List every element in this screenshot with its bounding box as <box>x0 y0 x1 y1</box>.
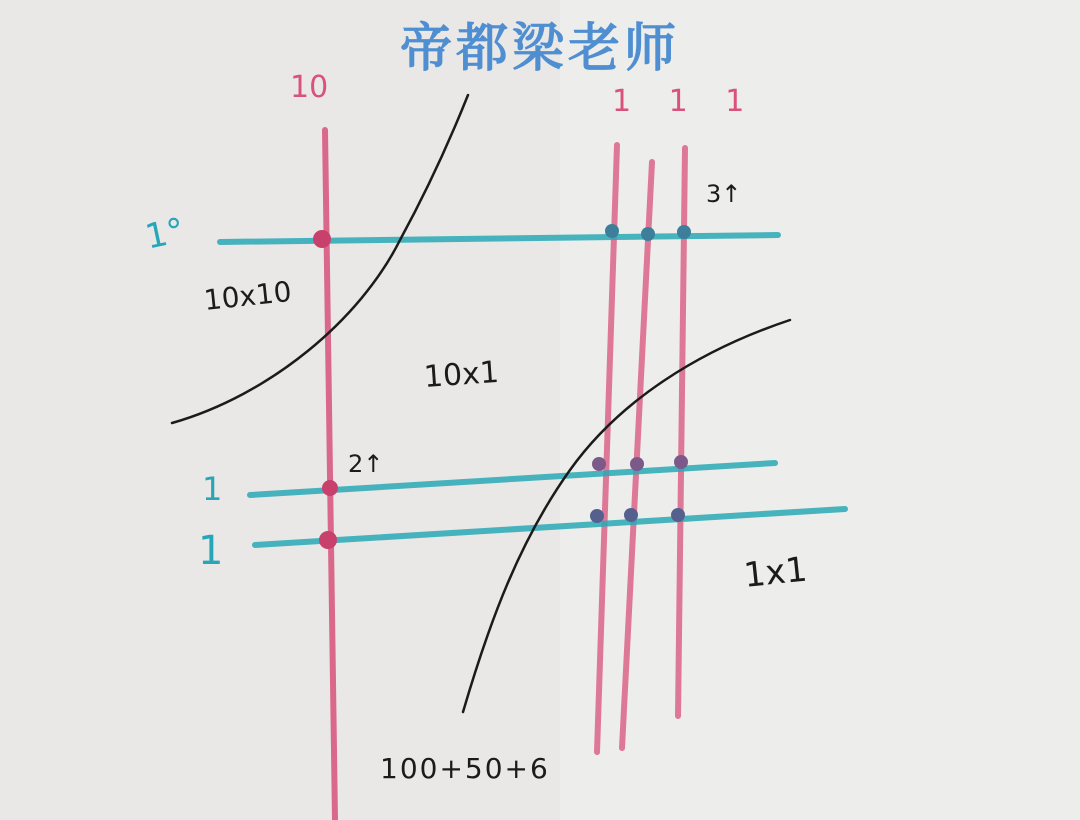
dot <box>313 230 331 248</box>
dot <box>605 224 619 238</box>
dot <box>671 508 685 522</box>
label-teal-one-b: 1 <box>198 528 224 574</box>
label-teal-one-a: 1 <box>202 470 223 508</box>
label-teal-ten: 1° <box>141 210 188 258</box>
dot <box>322 480 338 496</box>
dot <box>319 531 337 549</box>
dot <box>590 509 604 523</box>
label-sum: 100+50+6 <box>380 752 550 785</box>
dot <box>674 455 688 469</box>
dot <box>592 457 606 471</box>
label-count-two: 2↑ <box>348 450 384 478</box>
label-count-three: 3↑ <box>706 180 742 208</box>
label-ones-right: 1 1 1 <box>612 84 759 119</box>
dot <box>630 457 644 471</box>
dot <box>677 225 691 239</box>
label-tens-left: 10 <box>290 70 329 105</box>
dot <box>641 227 655 241</box>
label-product-10x1: 10x1 <box>422 354 501 395</box>
watermark: 帝都梁老师 <box>399 18 680 79</box>
dot <box>624 508 638 522</box>
label-product-10x10: 10x10 <box>202 274 294 317</box>
label-product-1x1: 1x1 <box>741 549 810 596</box>
